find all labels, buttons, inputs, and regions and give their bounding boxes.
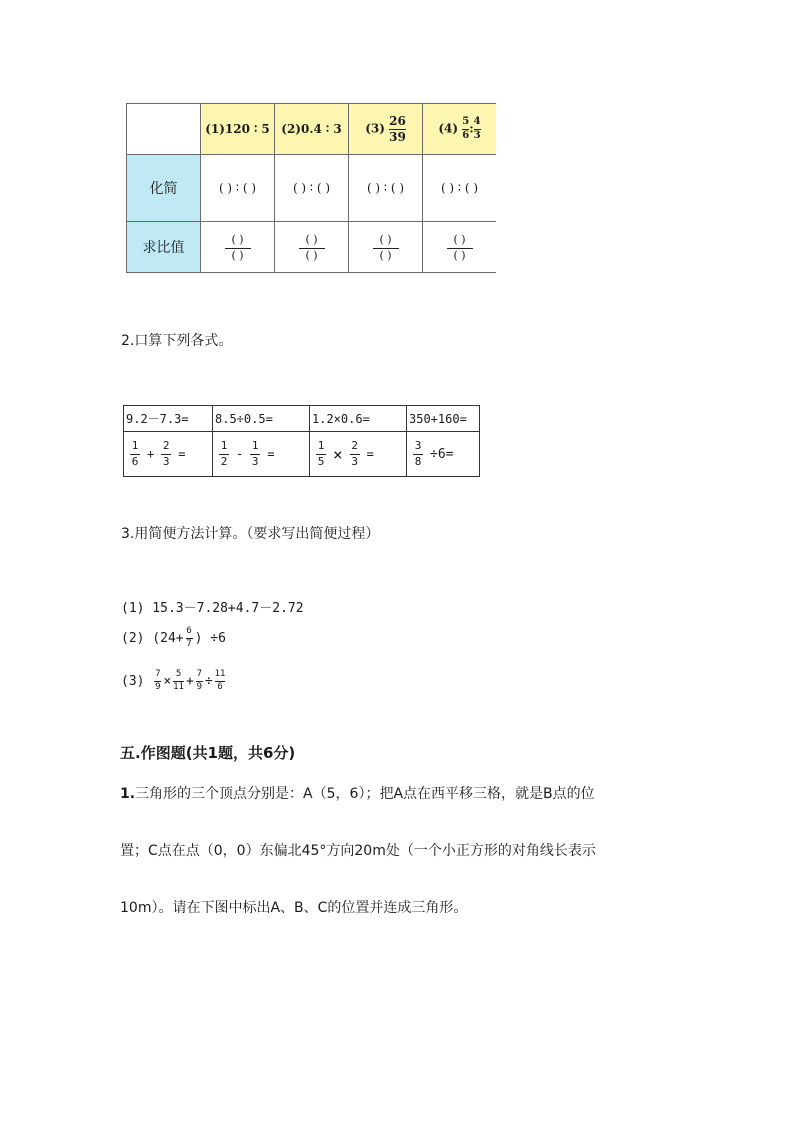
fraction-denominator: 11 [173, 681, 184, 692]
header-fraction-b [474, 117, 481, 141]
fraction-numerator: 4 [473, 116, 481, 127]
header-expr: 120 ∶ 5 [224, 122, 270, 136]
fraction-denominator: 6 [131, 454, 139, 468]
expression-3 [121, 670, 227, 693]
equals: = [178, 447, 186, 461]
fraction-denominator: 9 [155, 681, 161, 692]
blank-denominator: ( ) [305, 248, 318, 262]
fraction-numerator: 1 [220, 438, 228, 452]
simplify-blank[interactable]: ( ) ∶ ( ) [201, 155, 275, 222]
operator: × [163, 673, 172, 689]
fraction-denominator: 2 [220, 454, 228, 468]
header-fraction [389, 115, 406, 143]
header-prefix: (2) [281, 122, 301, 136]
value-blank[interactable] [423, 222, 497, 273]
row-label-simplify: 化简 [127, 155, 201, 222]
value-blank[interactable] [349, 222, 423, 273]
problem-number: 1. [120, 786, 136, 802]
blank-denominator: ( ) [453, 248, 466, 262]
expression-1: (1) 15.3－7.28+4.7－2.72 [121, 601, 304, 616]
fraction-numerator: 7 [196, 669, 203, 679]
fraction-denominator: 6 [217, 681, 223, 692]
simplify-blank[interactable]: ( ) ∶ ( ) [349, 155, 423, 222]
operator: + [185, 673, 194, 689]
ratio-header-3 [349, 104, 423, 155]
simplify-blank[interactable]: ( ) ∶ ( ) [275, 155, 349, 222]
calc-cell: 8.5÷0.5= [213, 406, 310, 432]
blank-denominator: ( ) [379, 248, 392, 262]
blank-numerator: ( ) [453, 233, 466, 247]
operator-tail: ÷6= [430, 446, 454, 462]
blank-numerator: ( ) [231, 233, 244, 247]
operator: + [147, 447, 155, 461]
problem-text: 三角形的三个顶点分别是：A（5，6）；把A点在西平移三格，就是B点的位 [135, 786, 595, 802]
corner-cell [127, 104, 201, 155]
section-heading: 五.作图题(共1题，共6分) [120, 744, 296, 762]
operator: × [333, 444, 343, 464]
calc-cell [124, 432, 213, 477]
fraction-numerator: 7 [155, 669, 161, 679]
value-blank[interactable] [275, 222, 349, 273]
fraction-denominator: 8 [414, 454, 422, 468]
calc-cell: 1.2×0.6= [310, 406, 407, 432]
ratio-header-4 [423, 104, 497, 155]
fraction-numerator: 5 [462, 116, 470, 127]
calc-cell: 9.2－7.3= [124, 406, 213, 432]
fraction-numerator: 5 [175, 669, 182, 679]
expr-part: (2) (24+ [121, 630, 184, 646]
fraction-numerator: 6 [186, 626, 192, 636]
problem-line-1 [120, 783, 595, 803]
problem-line-3: 10m）。请在下图中标出A、B、C的位置并连成三角形。 [120, 900, 468, 916]
fraction-numerator: 2 [162, 438, 170, 452]
fraction-denominator: 6 [462, 129, 470, 141]
calc-cell [407, 432, 480, 477]
fraction-denominator: 3 [351, 454, 358, 468]
fraction-numerator: 1 [251, 438, 259, 452]
fraction-numerator: 3 [414, 438, 422, 452]
fraction-numerator: 1 [317, 438, 325, 452]
header-expr: 0.4 ∶ 3 [301, 122, 342, 136]
ratio-separator: : [469, 121, 474, 136]
calc-cell [213, 432, 310, 477]
oral-calc-table [123, 405, 480, 477]
simplify-blank[interactable]: ( ) ∶ ( ) [423, 155, 497, 222]
expr-part: ) ÷6 [194, 630, 226, 646]
fraction-denominator: 7 [186, 638, 192, 649]
blank-numerator: ( ) [379, 233, 392, 247]
ratio-table [126, 103, 496, 273]
header-prefix: (3) [365, 121, 385, 136]
ratio-header-1 [201, 104, 275, 155]
calc-cell [310, 432, 407, 477]
fraction-numerator: 2 [351, 438, 358, 452]
fraction-denominator: 3 [162, 454, 170, 468]
fraction-denominator: 39 [389, 129, 406, 144]
row-label-value: 求比值 [127, 222, 201, 273]
equals: = [366, 447, 374, 461]
blank-numerator: ( ) [305, 233, 318, 247]
expr-part: (3) [121, 673, 145, 689]
fraction-denominator: 3 [251, 454, 259, 468]
expression-2 [121, 627, 226, 650]
value-blank[interactable] [201, 222, 275, 273]
operator: ÷ [204, 673, 213, 689]
problem-line-2: 置；C点在点（0，0）东偏北45°方向20m处（一个小正方形的对角线长表示 [120, 843, 596, 859]
fraction-denominator: 5 [317, 454, 325, 468]
fraction-denominator: 3 [473, 129, 481, 141]
ratio-header-2 [275, 104, 349, 155]
q2-title: 2.口算下列各式。 [121, 333, 233, 349]
equals: = [267, 447, 275, 461]
header-prefix: (1) [205, 122, 225, 136]
q3-title: 3.用简便方法计算。（要求写出简便过程） [121, 526, 380, 542]
header-prefix: (4) [438, 121, 459, 136]
fraction-numerator: 11 [214, 669, 226, 679]
fraction-numerator: 26 [389, 113, 406, 128]
fraction-denominator: 9 [196, 681, 203, 692]
blank-denominator: ( ) [231, 248, 244, 262]
fraction-numerator: 1 [131, 438, 139, 452]
operator: - [236, 447, 244, 461]
calc-cell: 350+160= [407, 406, 480, 432]
